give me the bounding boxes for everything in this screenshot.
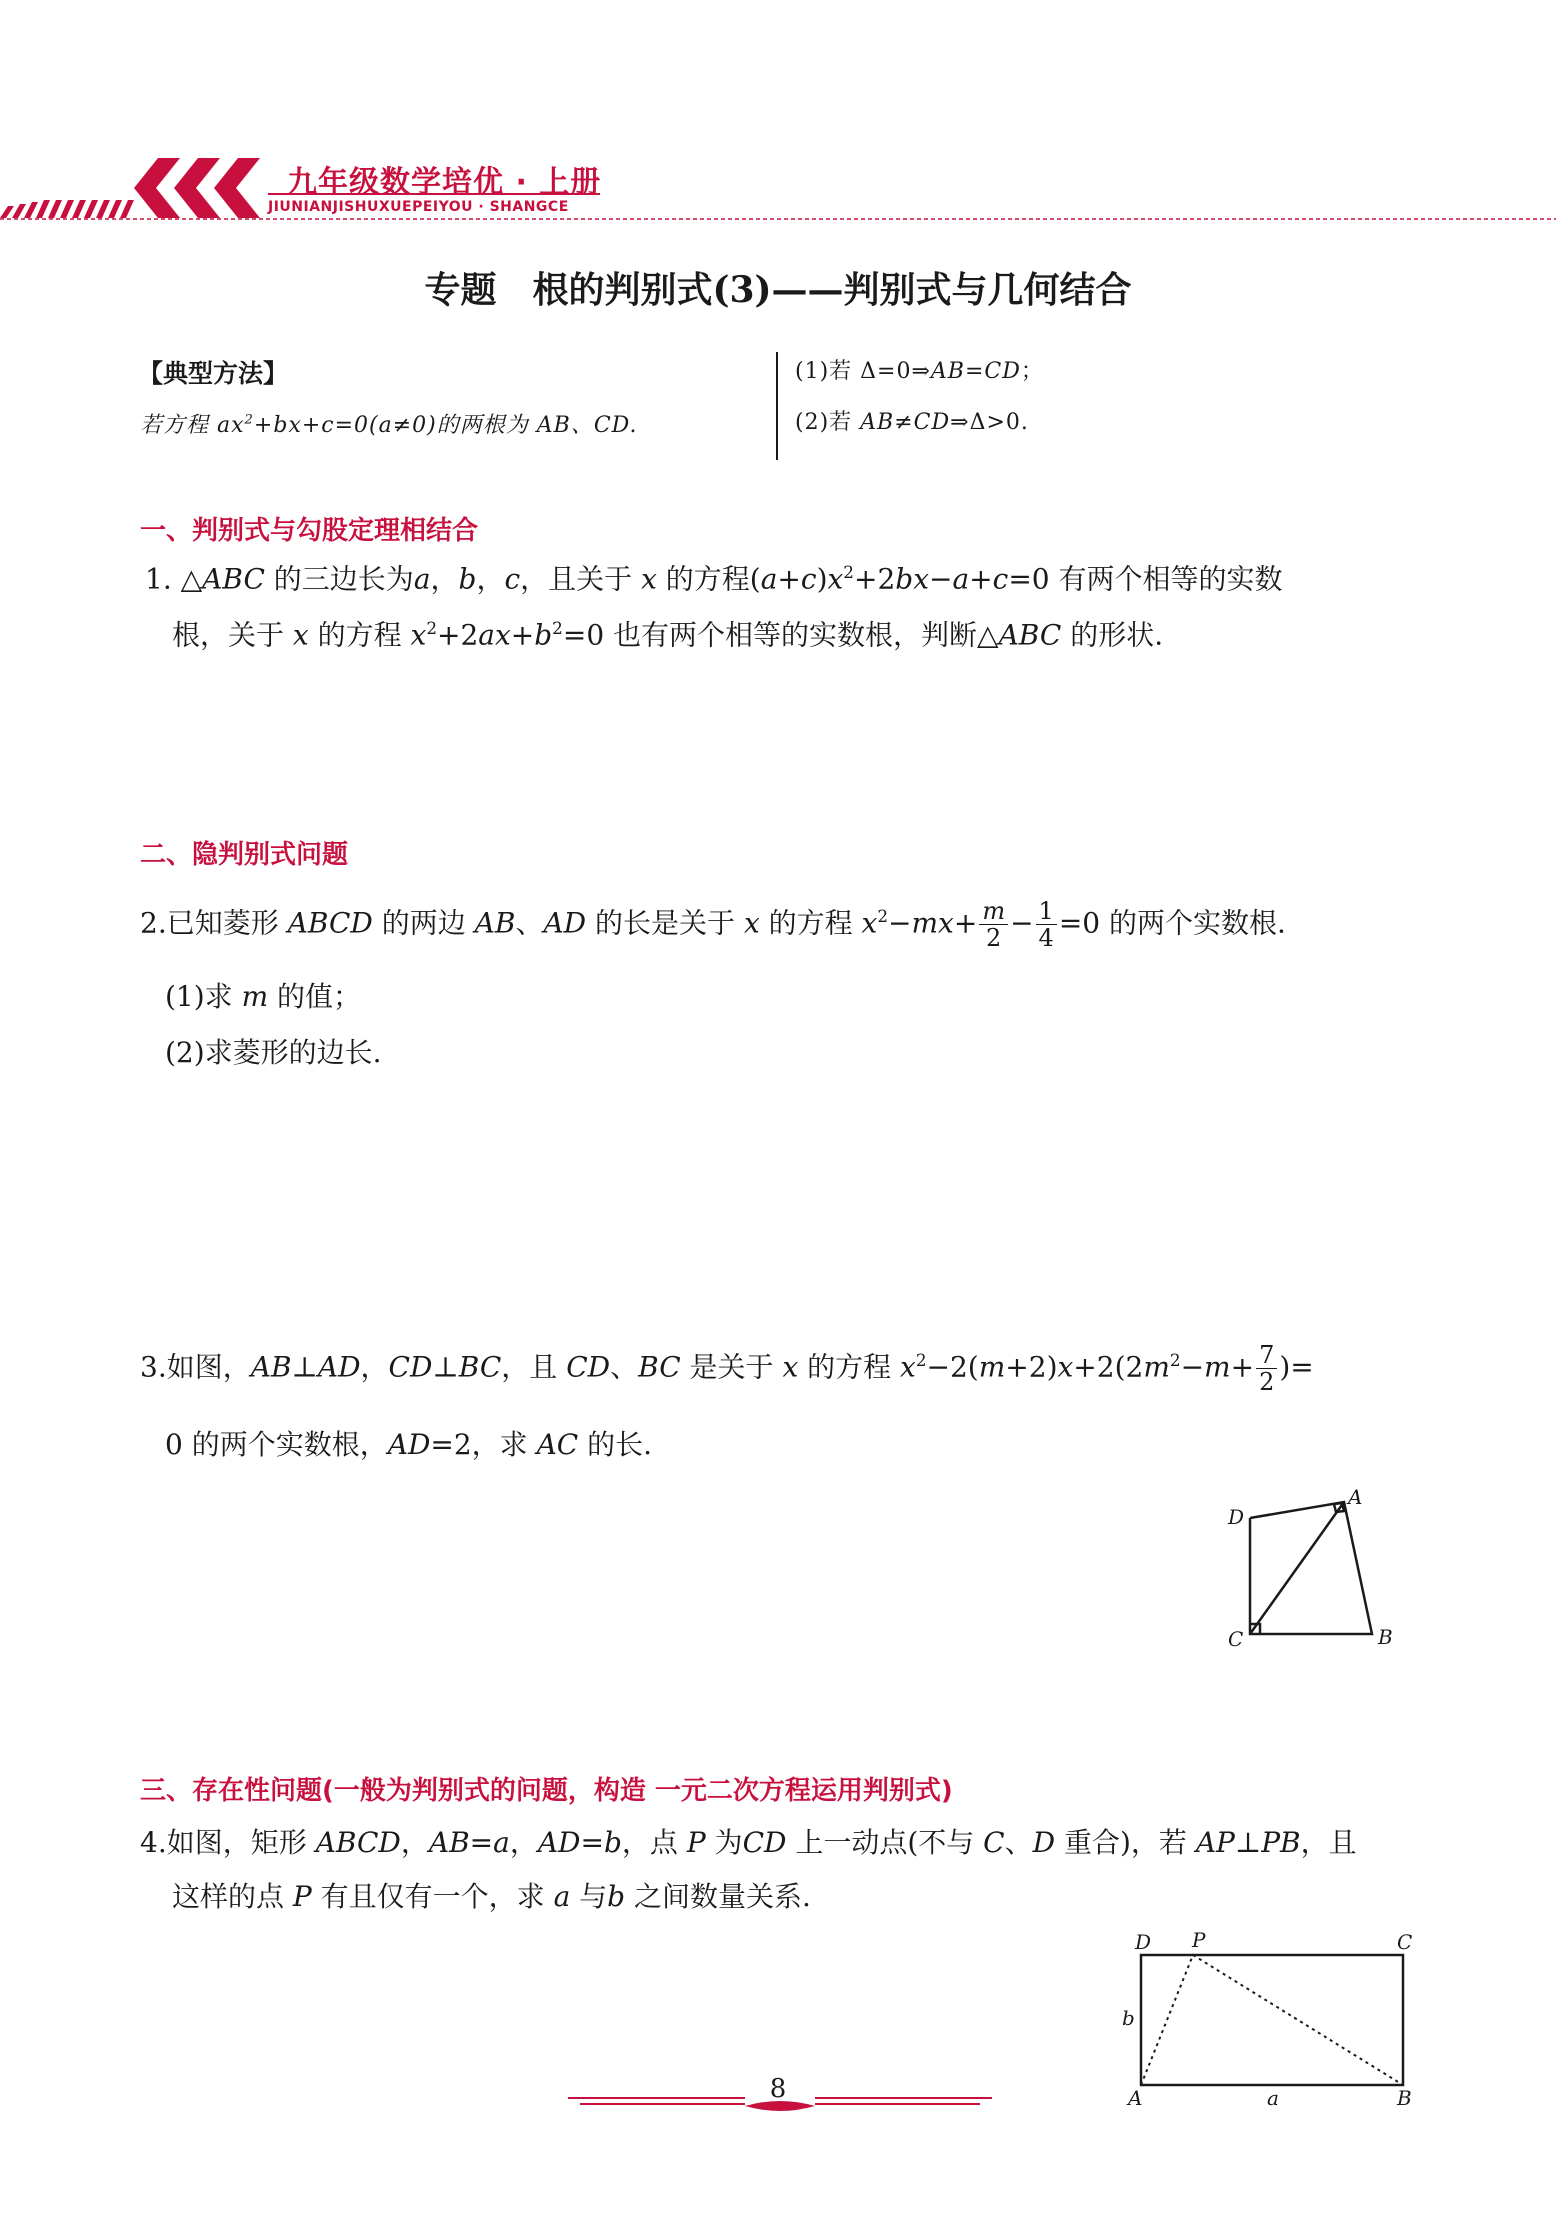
- method-divider: [776, 352, 778, 460]
- page-title: 专题 根的判别式(3)——判别式与几何结合: [424, 269, 1132, 311]
- question-4-line-2: 这样的点 P 有且仅有一个，求 a 与b 之间数量关系.: [172, 1880, 811, 1913]
- question-2-line: 2.已知菱形 ABCD 的两边 AB、AD 的长是关于 x 的方程 $x^2-mx+$ $\frac{m}{2}$ − $\frac{1}{4}$ =0 的两个实数根.: [140, 897, 1286, 953]
- method-case-2: (2)若 AB≠CD⇒Δ>0.: [795, 410, 1029, 435]
- question-4-line-1: 4.如图，矩形 ABCD，AB=a，AD=b，点 P 为CD 上一动点(不与 C、D 重合)，若 AP⊥PB，且: [140, 1826, 1357, 1859]
- figure-q4-label-c: C: [1397, 1930, 1413, 1954]
- question-3-line-2: 0 的两个实数根，AD=2，求 AC 的长.: [165, 1428, 653, 1461]
- figure-q3-quadrilateral: [1210, 1480, 1410, 1650]
- figure-q4-label-a: A: [1128, 2086, 1143, 2110]
- question-1-line-2: 根，关于 x 的方程 $x^2+2ax+b^2=0$ 也有两个相等的实数根，判断△ABC 的形状.: [172, 618, 1164, 652]
- figure-q3-label-c: C: [1228, 1627, 1244, 1650]
- fraction-7-over-2: $\frac{7}{2}$: [1256, 1342, 1277, 1396]
- fraction-m-over-2: $\frac{m}{2}$: [979, 898, 1008, 952]
- section-heading-2: 二、隐判别式问题: [140, 840, 349, 870]
- figure-q3-label-b: B: [1378, 1625, 1393, 1649]
- figure-q4-label-side-b: b: [1122, 2006, 1135, 2030]
- header-subtitle: JIUNIANJISHUXUEPEIYOU · SHANGCE: [268, 199, 569, 215]
- header-title: 九年级数学培优 · 上册: [287, 165, 602, 200]
- question-2-sub-2: (2)求菱形的边长.: [165, 1036, 382, 1069]
- section-heading-1: 一、判别式与勾股定理相结合: [140, 516, 479, 546]
- figure-q4-label-p: P: [1192, 1928, 1206, 1952]
- page-number: 8: [769, 2074, 787, 2104]
- method-heading: 【典型方法】: [138, 359, 289, 388]
- figure-q4-label-d: D: [1135, 1930, 1152, 1954]
- question-3-line-1: 3.如图，AB⊥AD，CD⊥BC，且 CD、BC 是关于 x 的方程 $x^2-2(m+2)x+2(2m^2-m+$ $\frac{7}{2}$ )=: [140, 1341, 1314, 1397]
- figure-q3-label-a: A: [1348, 1485, 1363, 1509]
- question-2-sub-1: (1)求 m 的值；: [165, 980, 362, 1013]
- question-1-line-1: 1. △ABC 的三边长为a，b，c，且关于 x 的方程$(a+c)x^2+2bx-a+c=0$ 有两个相等的实数: [145, 562, 1283, 596]
- header-decoration: [0, 150, 1556, 230]
- figure-q3-label-d: D: [1228, 1505, 1245, 1529]
- fraction-1-over-4: $\frac{1}{4}$: [1036, 898, 1057, 952]
- figure-q4-label-side-a: a: [1267, 2086, 1279, 2110]
- figure-q4-label-b: B: [1397, 2086, 1412, 2110]
- method-case-1: (1)若 Δ=0⇒AB=CD；: [795, 359, 1044, 384]
- method-lead: 若方程 $ax^2+bx+c=0(a\ne 0)$的两根为 AB、CD.: [140, 412, 638, 438]
- section-heading-3: 三、存在性问题(一般为判别式的问题，构造 一元二次方程运用判别式): [140, 1776, 953, 1806]
